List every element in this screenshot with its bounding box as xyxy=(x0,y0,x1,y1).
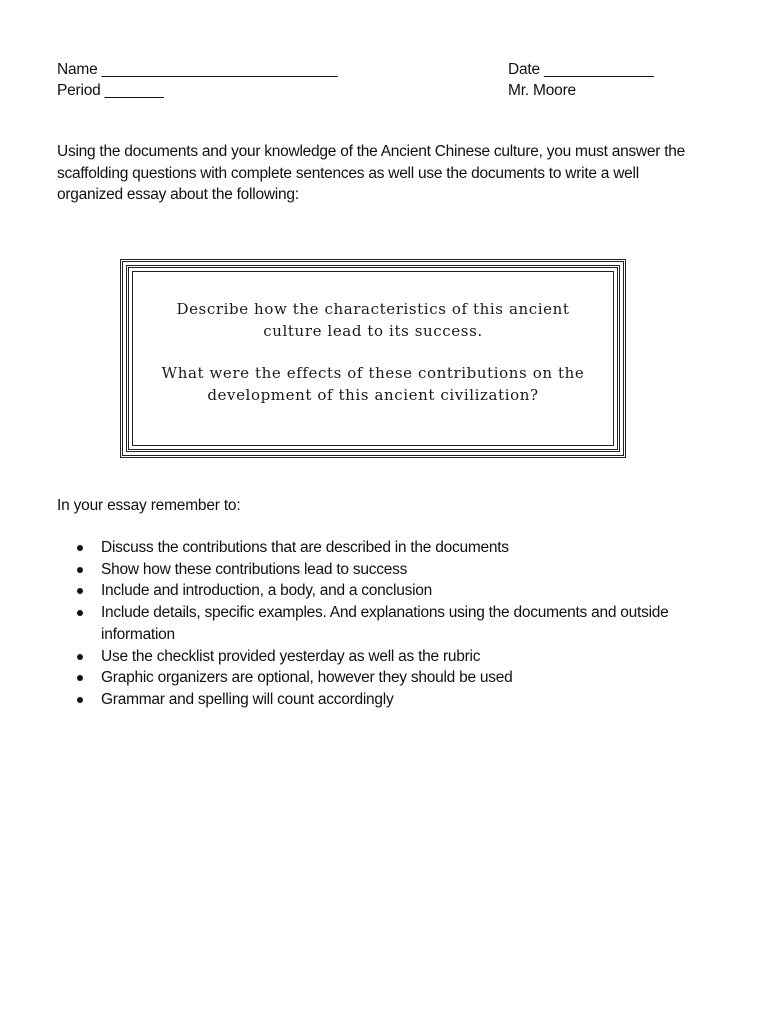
name-field-label: Name ____________________________ xyxy=(57,61,338,78)
list-item xyxy=(57,580,697,602)
period-field-label: Period _______ xyxy=(57,82,164,99)
essay-prompt-content xyxy=(132,271,614,446)
list-item-text: Show how these contributions lead to success xyxy=(101,560,408,578)
header-row-bottom xyxy=(57,80,728,101)
list-item-text: Include details, specific examples. And explanations using the documents and outside information xyxy=(101,604,669,643)
bullet-icon xyxy=(77,675,83,681)
list-item xyxy=(57,689,697,711)
date-field-label: Date _____________ xyxy=(508,61,654,78)
list-item-text: Grammar and spelling will count accordingly xyxy=(101,690,394,708)
list-item xyxy=(57,667,697,689)
essay-prompt-inner-border xyxy=(126,265,620,452)
instructions-paragraph: Using the documents and your knowledge of the Ancient Chinese culture, you must answer the scaffolding questions with complete sentences as well use the documents to write a well organized essay about the following: xyxy=(57,143,686,203)
checklist-heading: In your essay remember to: xyxy=(57,497,241,514)
list-item-text: Include and introduction, a body, and a conclusion xyxy=(101,582,433,600)
list-item-text: Discuss the contributions that are described in the documents xyxy=(101,539,509,556)
list-item xyxy=(57,602,697,645)
essay-prompt-box xyxy=(120,259,626,458)
list-item-text: Graphic organizers are optional, however they should be used xyxy=(101,669,513,687)
bullet-icon xyxy=(77,588,83,594)
essay-question-1: Describe how the characteristics of this ancient culture lead to its success. xyxy=(176,300,570,340)
bullet-icon xyxy=(77,545,83,551)
bullet-icon xyxy=(77,567,83,573)
list-item xyxy=(57,646,697,668)
list-item-text: Use the checklist provided yesterday as well as the rubric xyxy=(101,647,481,665)
list-item xyxy=(57,559,697,581)
list-item xyxy=(57,537,697,559)
bullet-icon xyxy=(77,610,83,616)
teacher-name: Mr. Moore xyxy=(508,82,576,99)
bullet-icon xyxy=(77,697,83,703)
header-row-top xyxy=(57,59,728,80)
essay-checklist xyxy=(57,537,697,711)
essay-question-2: What were the effects of these contributions on the development of this ancient civilization? xyxy=(161,364,585,404)
bullet-icon xyxy=(77,654,83,660)
